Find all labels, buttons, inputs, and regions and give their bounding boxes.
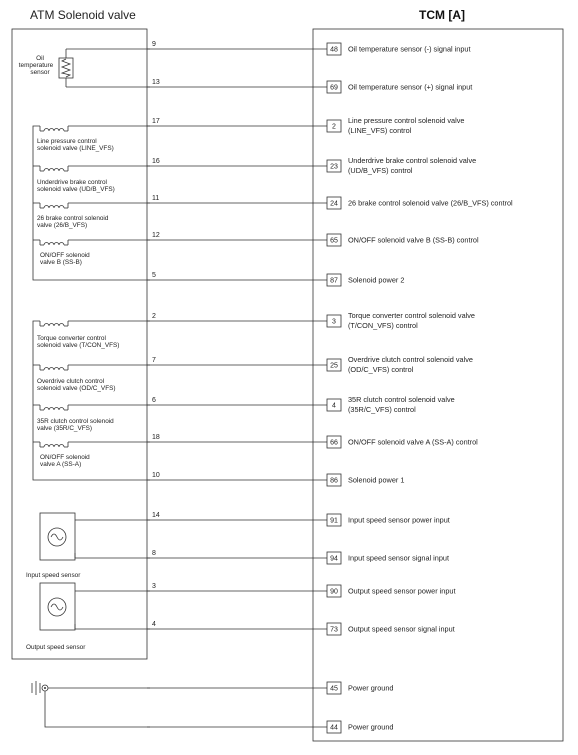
tcm-box: [313, 29, 563, 741]
wire-number: 16: [152, 158, 160, 165]
oil-temp-label-3: sensor: [30, 69, 50, 76]
tcm-signal-label: Underdrive brake control solenoid valve: [348, 156, 477, 165]
input-speed-sensor: [26, 513, 150, 579]
wire-number: 18: [152, 434, 160, 441]
wire-number: 9: [152, 41, 156, 48]
solenoid-group-2: [33, 321, 150, 480]
tcm-signal-label: Solenoid power 2: [348, 275, 405, 285]
wire-number: 13: [152, 79, 160, 86]
tcm-signal-label: Torque converter control solenoid valve: [348, 311, 475, 320]
pin-number: 4: [332, 402, 336, 410]
wire-number: 4: [152, 621, 156, 628]
tcm-signal-label: Output speed sensor power input: [348, 586, 456, 596]
tcm-signal-label: ON/OFF solenoid valve A (SS-A) control: [348, 437, 478, 447]
atm-header: ATM Solenoid valve: [30, 8, 136, 22]
pin-number: 73: [330, 626, 338, 634]
sol-line-label-2: solenoid valve (LINE_VFS): [37, 145, 114, 152]
pin-number: 24: [330, 200, 338, 208]
ground-icon: [32, 681, 150, 727]
tcm-signal-label: Input speed sensor power input: [348, 515, 450, 525]
wire-number: 6: [152, 397, 156, 404]
pin-number: 44: [330, 724, 338, 732]
tcm-signal-label: Oil temperature sensor (-) signal input: [348, 44, 471, 54]
sol-tcon-label-1: Torque converter control: [37, 335, 106, 342]
pin-number: 91: [330, 517, 338, 525]
sol-odc-label-2: solenoid valve (OD/C_VFS): [37, 385, 116, 392]
tcm-signal-label: ON/OFF solenoid valve B (SS-B) control: [348, 235, 479, 245]
pin-number: 86: [330, 477, 338, 485]
wire-number: 7: [152, 357, 156, 364]
wire-number: 14: [152, 512, 160, 519]
tcm-signal-label: Line pressure control solenoid valve: [348, 116, 465, 125]
sol-ssa-label-1: ON/OFF solenoid: [40, 454, 90, 461]
pin-number: 66: [330, 439, 338, 447]
pin-number: 45: [330, 685, 338, 693]
sol-26b-label-2: valve (26/B_VFS): [37, 222, 88, 229]
tcm-signal-label: Oil temperature sensor (+) signal input: [348, 82, 473, 92]
solenoid-group-1: [33, 126, 150, 280]
tcm-signal-label: Input speed sensor signal input: [348, 553, 450, 563]
sol-ssb-label-1: ON/OFF solenoid: [40, 252, 90, 259]
wire-number: 11: [152, 195, 160, 202]
tcm-signal-label: (T/CON_VFS) control: [348, 321, 418, 330]
tcm-signal-label: Overdrive clutch control solenoid valve: [348, 355, 473, 364]
sol-line-label-1: Line pressure control: [37, 138, 97, 145]
coil-icon: [44, 169, 64, 172]
oil-temperature-sensor: [19, 49, 150, 87]
coil-icon: [44, 408, 64, 411]
pin-number: 65: [330, 237, 338, 245]
coil-icon: [44, 324, 64, 326]
sol-ssa-label-2: valve A (SS-A): [40, 461, 82, 468]
coil-icon: [44, 445, 64, 448]
tcm-signal-label: Solenoid power 1: [348, 475, 405, 485]
wire-number: 2: [152, 313, 156, 320]
coil-icon: [44, 206, 64, 208]
sol-odc-label-1: Overdrive clutch control: [37, 378, 105, 385]
sol-udb-label-1: Underdrive brake control: [37, 179, 107, 186]
tcm-signal-label: (OD/C_VFS) control: [348, 365, 414, 374]
pin-number: 87: [330, 277, 338, 285]
output-speed-sensor-label: Output speed sensor: [26, 644, 86, 651]
oil-temp-label-1: Oil: [36, 55, 44, 62]
sol-35r-label-2: valve (35R/C_VFS): [37, 425, 93, 432]
wire-number: 3: [152, 583, 156, 590]
tcm-signal-label: (UD/B_VFS) control: [348, 166, 413, 175]
sol-26b-label-1: 26 brake control solenoid: [37, 215, 109, 222]
wire-number: 17: [152, 118, 160, 125]
tcm-signal-label: (35R/C_VFS) control: [348, 405, 416, 414]
wire-number: 12: [152, 232, 160, 239]
pin-number: 94: [330, 555, 338, 563]
wire-number: 5: [152, 272, 156, 279]
pin-number: 90: [330, 588, 338, 596]
tcm-signal-label: 35R clutch control solenoid valve: [348, 395, 455, 404]
coil-icon: [44, 243, 64, 246]
sol-35r-label-1: 35R clutch control solenoid: [37, 418, 114, 425]
coil-icon: [44, 368, 64, 371]
tcm-signal-label: Power ground: [348, 683, 394, 693]
pin-number: 25: [330, 362, 338, 370]
wire-number: 10: [152, 472, 160, 479]
sol-udb-label-2: solenoid valve (UD/B_VFS): [37, 186, 115, 193]
coil-icon: [44, 129, 64, 132]
output-speed-sensor: [26, 583, 150, 651]
tcm-signal-label: (LINE_VFS) control: [348, 126, 412, 135]
connection-rows: [147, 41, 513, 733]
tcm-signal-label: 26 brake control solenoid valve (26/B_VFS) control: [348, 198, 513, 208]
pin-number: 3: [332, 318, 336, 326]
wire-number: 8: [152, 550, 156, 557]
oil-temp-label-2: temperature: [18, 62, 54, 69]
pin-number: 23: [330, 163, 338, 171]
pin-number: 48: [330, 46, 338, 54]
tcm-signal-label: Power ground: [348, 722, 394, 732]
sol-ssb-label-2: valve B (SS-B): [40, 259, 82, 266]
input-speed-sensor-label: Input speed sensor: [26, 572, 81, 579]
sol-tcon-label-2: solenoid valve (T/CON_VFS): [37, 342, 120, 349]
tcm-header: TCM [A]: [419, 8, 465, 22]
pin-number: 69: [330, 84, 338, 92]
pin-number: 2: [332, 123, 336, 131]
tcm-signal-label: Output speed sensor signal input: [348, 624, 455, 634]
